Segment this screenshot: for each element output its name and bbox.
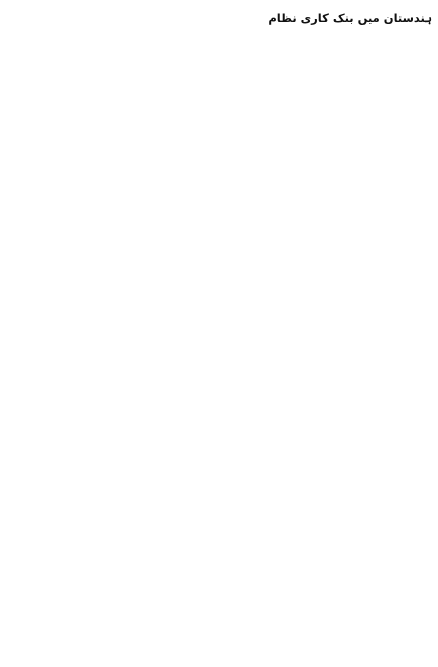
section-heading: ہندستان میں بنک کاری نظام	[268, 11, 432, 25]
